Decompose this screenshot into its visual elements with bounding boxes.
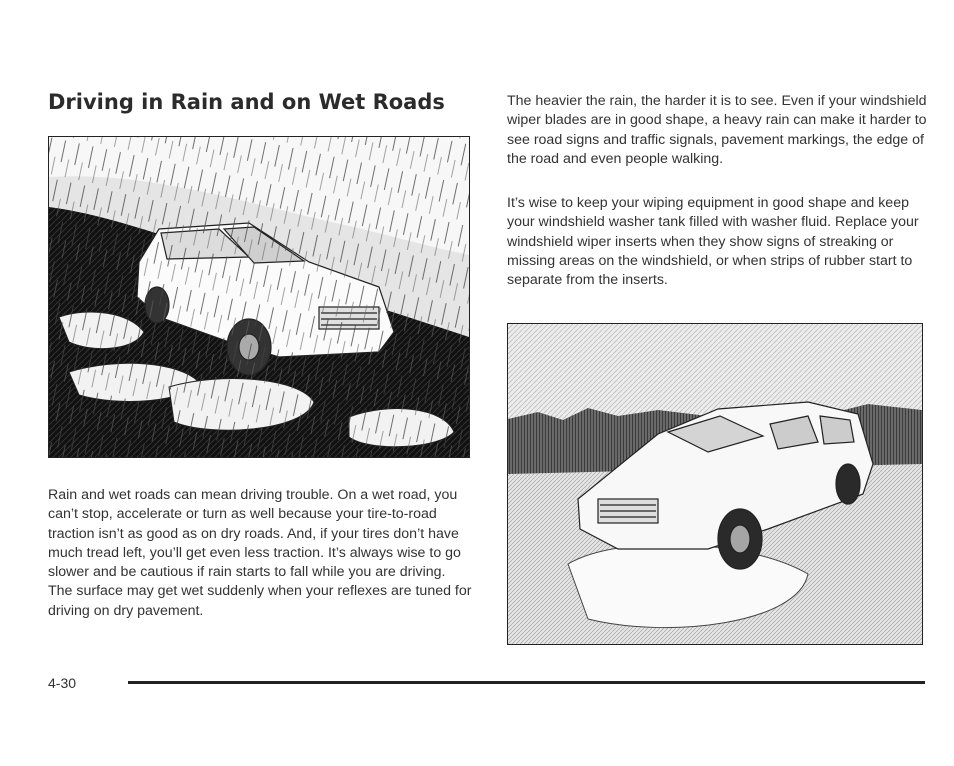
visibility-paragraph: The heavier the rain, the harder it is to see. Even if your windshield wiper blades are in good shape, a heavy rain can make it harder to see road signs and traffic signals, pavement markings, the edge of the road and even people walking. [507, 93, 927, 167]
rain-and-wet-roads-paragraph: Rain and wet roads can mean driving trouble. On a wet road, you can’t stop, accelerate or turn as well because your tire-to-road traction isn’t as good as on dry roads. And, if your tires don’t have much tread left, you’ll get even less traction. It’s always wise to go slower and be cautious if rain starts to fall while you are driving. The surface may get wet suddenly when your reflexes are tuned for driving on dry pavement. [48, 487, 472, 619]
section-title: Driving in Rain and on Wet Roads [48, 90, 445, 114]
rain-illustration-graphic [49, 137, 469, 457]
illustration-suv-driving-in-heavy-rain [48, 136, 470, 458]
page-number: 4-30 [48, 675, 77, 691]
illustration-suv-driving-through-puddle [507, 323, 923, 645]
footer-rule [128, 681, 925, 684]
wiper-maintenance-paragraph: It’s wise to keep your wiping equipment in good shape and keep your windshield washer tank filled with washer fluid. Replace your windshield wiper inserts when they show signs of streaking or missing areas on the windshield, or when strips of rubber start to separate from the inserts. [507, 195, 919, 289]
puddle-illustration-graphic [508, 324, 922, 644]
